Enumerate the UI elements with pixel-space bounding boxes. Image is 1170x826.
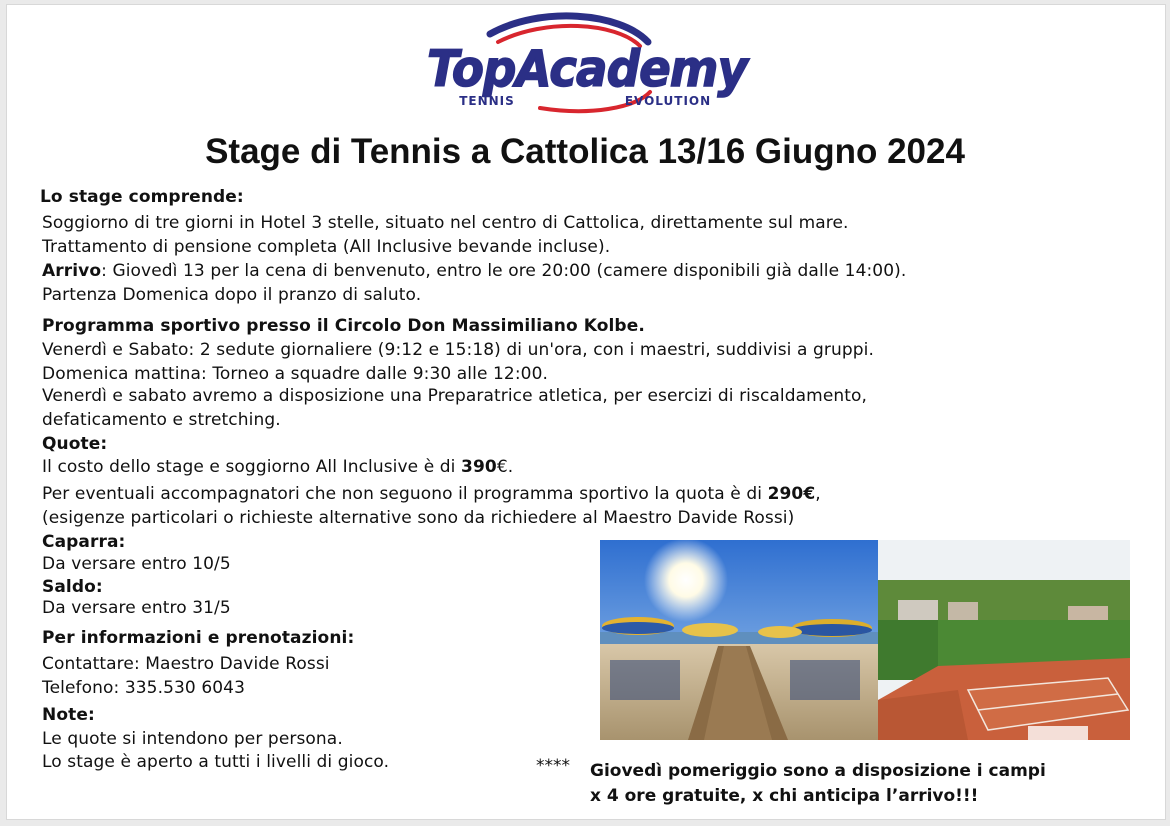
notes-line-2: Lo stage è aperto a tutti i livelli di gioco. <box>42 752 390 772</box>
deposit-text: Da versare entro 10/5 <box>42 554 231 574</box>
notes-heading: Note: <box>42 705 95 725</box>
notes-line-1: Le quote si intendono per persona. <box>42 729 343 749</box>
tennis-courts-photo <box>878 540 1130 740</box>
logo-graphic <box>420 12 754 116</box>
quotes-line-3: (esigenze particolari o richieste alternative sono da richiedere al Maestro Davide Rossi) <box>42 508 795 528</box>
quotes-line-1-text: Il costo dello stage e soggiorno All Inclusive è di <box>42 457 462 477</box>
quotes-line-1-end: €. <box>496 457 514 477</box>
balance-text: Da versare entro 31/5 <box>42 598 231 618</box>
bonus-line-1: Giovedì pomeriggio sono a disposizione i campi <box>590 761 1046 781</box>
logo-evolution-text: EVOLUTION <box>624 94 712 108</box>
companion-price: 290€ <box>767 484 816 504</box>
arrival-text: : Giovedì 13 per la cena di benvenuto, entro le ore 20:00 (camere disponibili già dalle 14:00). <box>101 261 907 281</box>
quotes-heading: Quote: <box>42 434 108 454</box>
info-phone: Telefono: 335.530 6043 <box>42 678 245 698</box>
includes-line-2: Trattamento di pensione completa (All Inclusive bevande incluse). <box>42 237 611 257</box>
includes-arrival <box>42 260 906 282</box>
logo-text: TopAcademy <box>427 40 751 98</box>
stage-price: 390 <box>461 457 497 477</box>
arrival-label: Arrivo <box>42 261 102 281</box>
quotes-line-2 <box>42 483 821 505</box>
deposit-heading: Caparra: <box>42 532 126 552</box>
bonus-stars: **** <box>536 756 570 776</box>
program-heading: Programma sportivo presso il Circolo Don Massimiliano Kolbe. <box>42 316 645 336</box>
topacademy-logo <box>420 12 754 116</box>
includes-departure: Partenza Domenica dopo il pranzo di saluto. <box>42 285 422 305</box>
quotes-line-2-text: Per eventuali accompagnatori che non seguono il programma sportivo la quota è di <box>42 484 768 504</box>
quotes-line-1 <box>42 456 513 478</box>
includes-line-1: Soggiorno di tre giorni in Hotel 3 stelle, situato nel centro di Cattolica, direttamente sul mare. <box>42 213 849 233</box>
quotes-line-2-end: , <box>815 484 821 504</box>
program-line-2: Domenica mattina: Torneo a squadre dalle 9:30 alle 12:00. <box>42 364 549 384</box>
beach-photo <box>600 540 878 740</box>
program-line-4: defaticamento e stretching. <box>42 410 281 430</box>
info-heading: Per informazioni e prenotazioni: <box>42 628 355 648</box>
page-title: Stage di Tennis a Cattolica 13/16 Giugno 2024 <box>205 132 965 171</box>
includes-heading: Lo stage comprende: <box>40 187 244 207</box>
balance-heading: Saldo: <box>42 577 103 597</box>
info-contact: Contattare: Maestro Davide Rossi <box>42 654 330 674</box>
logo-tennis-text: TENNIS <box>459 94 515 108</box>
program-line-3: Venerdì e sabato avremo a disposizione una Preparatrice atletica, per esercizi di riscaldamento, <box>42 386 868 406</box>
program-line-1: Venerdì e Sabato: 2 sedute giornaliere (9:12 e 15:18) di un'ora, con i maestri, suddivisi a gruppi. <box>42 340 874 360</box>
bonus-line-2: x 4 ore gratuite, x chi anticipa l’arrivo!!! <box>590 786 979 806</box>
